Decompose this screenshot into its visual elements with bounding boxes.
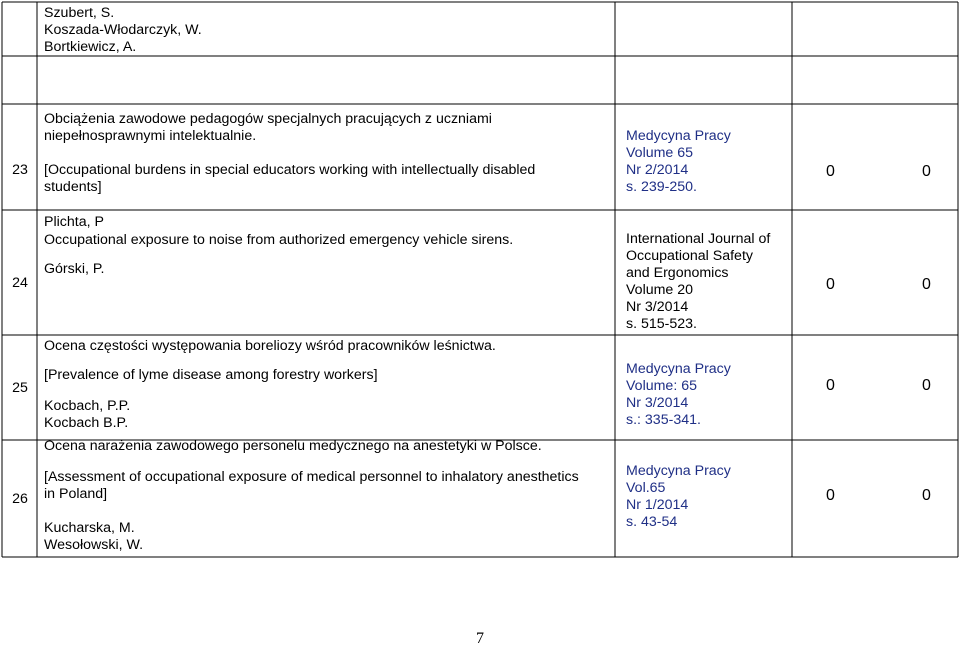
row-26-number: 26 [12,491,28,507]
row-23-journal-1: Medycyna Pracy [626,128,731,144]
row-25-journal-2: Volume: 65 [626,378,697,394]
row-23-line-2: niepełnosprawnymi intelektualnie. [44,128,257,144]
row-25-line-1: Ocena częstości występowania boreliozy wśród pracowników leśnictwa. [44,338,496,354]
row-0-line-2: Koszada-Włodarczyk, W. [44,22,202,38]
row-23-journal-4: s. 239-250. [626,179,697,195]
row-23-col-a: 0 [826,163,835,180]
row-24-line-3: Górski, P. [44,261,105,277]
row-24-journal-4: Volume 20 [626,282,694,298]
row-26-line-2: [Assessment of occupational exposure of medical personnel to inhalatory anesthetics [44,469,579,485]
row-25-journal [626,361,731,429]
row-25-line-4: Kocbach B.P. [44,415,129,431]
row-24-journal-5: Nr 3/2014 [626,299,689,315]
row-26-line-4: Kucharska, M. [44,520,135,536]
row-23-journal [626,128,731,196]
row-24-journal [626,231,770,333]
row-23-journal-3: Nr 2/2014 [626,162,689,178]
row-25-line-2: [Prevalence of lyme disease among forestry workers] [44,367,378,383]
row-25-journal-3: Nr 3/2014 [626,395,689,411]
row-23-line-3: [Occupational burdens in special educators working with intellectually disabled [44,162,536,178]
row-24-col-b: 0 [922,276,931,293]
row-23-line-4: students] [44,179,102,195]
row-0-line-1: Szubert, S. [44,5,115,21]
row-24-line-2: Occupational exposure to noise from authorized emergency vehicle sirens. [44,232,514,248]
row-25-col-a: 0 [826,377,835,394]
row-26-journal-4: s. 43-54 [626,514,678,530]
row-24-col-a: 0 [826,276,835,293]
row-26-line-3: in Poland] [44,486,108,502]
row-26-journal-2: Vol.65 [626,480,666,496]
row-24-journal-1: International Journal of [626,231,771,247]
row-25-title [44,338,496,432]
row-25-line-3: Kocbach, P.P. [44,398,131,414]
row-23-col-b: 0 [922,163,931,180]
row-25-col-b: 0 [922,377,931,394]
row-25-journal-1: Medycyna Pracy [626,361,731,377]
row-24-line-1: Plichta, P [44,214,104,230]
row-0-line-3: Bortkiewicz, A. [44,39,137,55]
row-23-number: 23 [12,162,28,178]
row-26-col-a: 0 [826,487,835,504]
row-24-journal-3: and Ergonomics [626,265,729,281]
row-26-journal-1: Medycyna Pracy [626,463,731,479]
row-26-title [44,438,579,554]
row-24-title [44,214,513,278]
row-26-col-b: 0 [922,487,931,504]
row-25-journal-4: s.: 335-341. [626,412,701,428]
page-number: 7 [476,630,484,647]
row-0-authors [44,5,202,56]
row-24-journal-6: s. 515-523. [626,316,697,332]
row-26-journal-3: Nr 1/2014 [626,497,689,513]
row-24-journal-2: Occupational Safety [626,248,753,264]
row-26-line-1: Ocena narażenia zawodowego personelu medycznego na anestetyki w Polsce. [44,438,542,454]
row-23-line-1: Obciążenia zawodowe pedagogów specjalnych pracujących z uczniami [44,111,492,127]
row-24-number: 24 [12,275,28,291]
row-26-journal [626,463,731,531]
row-25-number: 25 [12,380,28,396]
row-23-title [44,111,535,196]
row-26-line-5: Wesołowski, W. [44,537,144,553]
row-23-journal-2: Volume 65 [626,145,694,161]
